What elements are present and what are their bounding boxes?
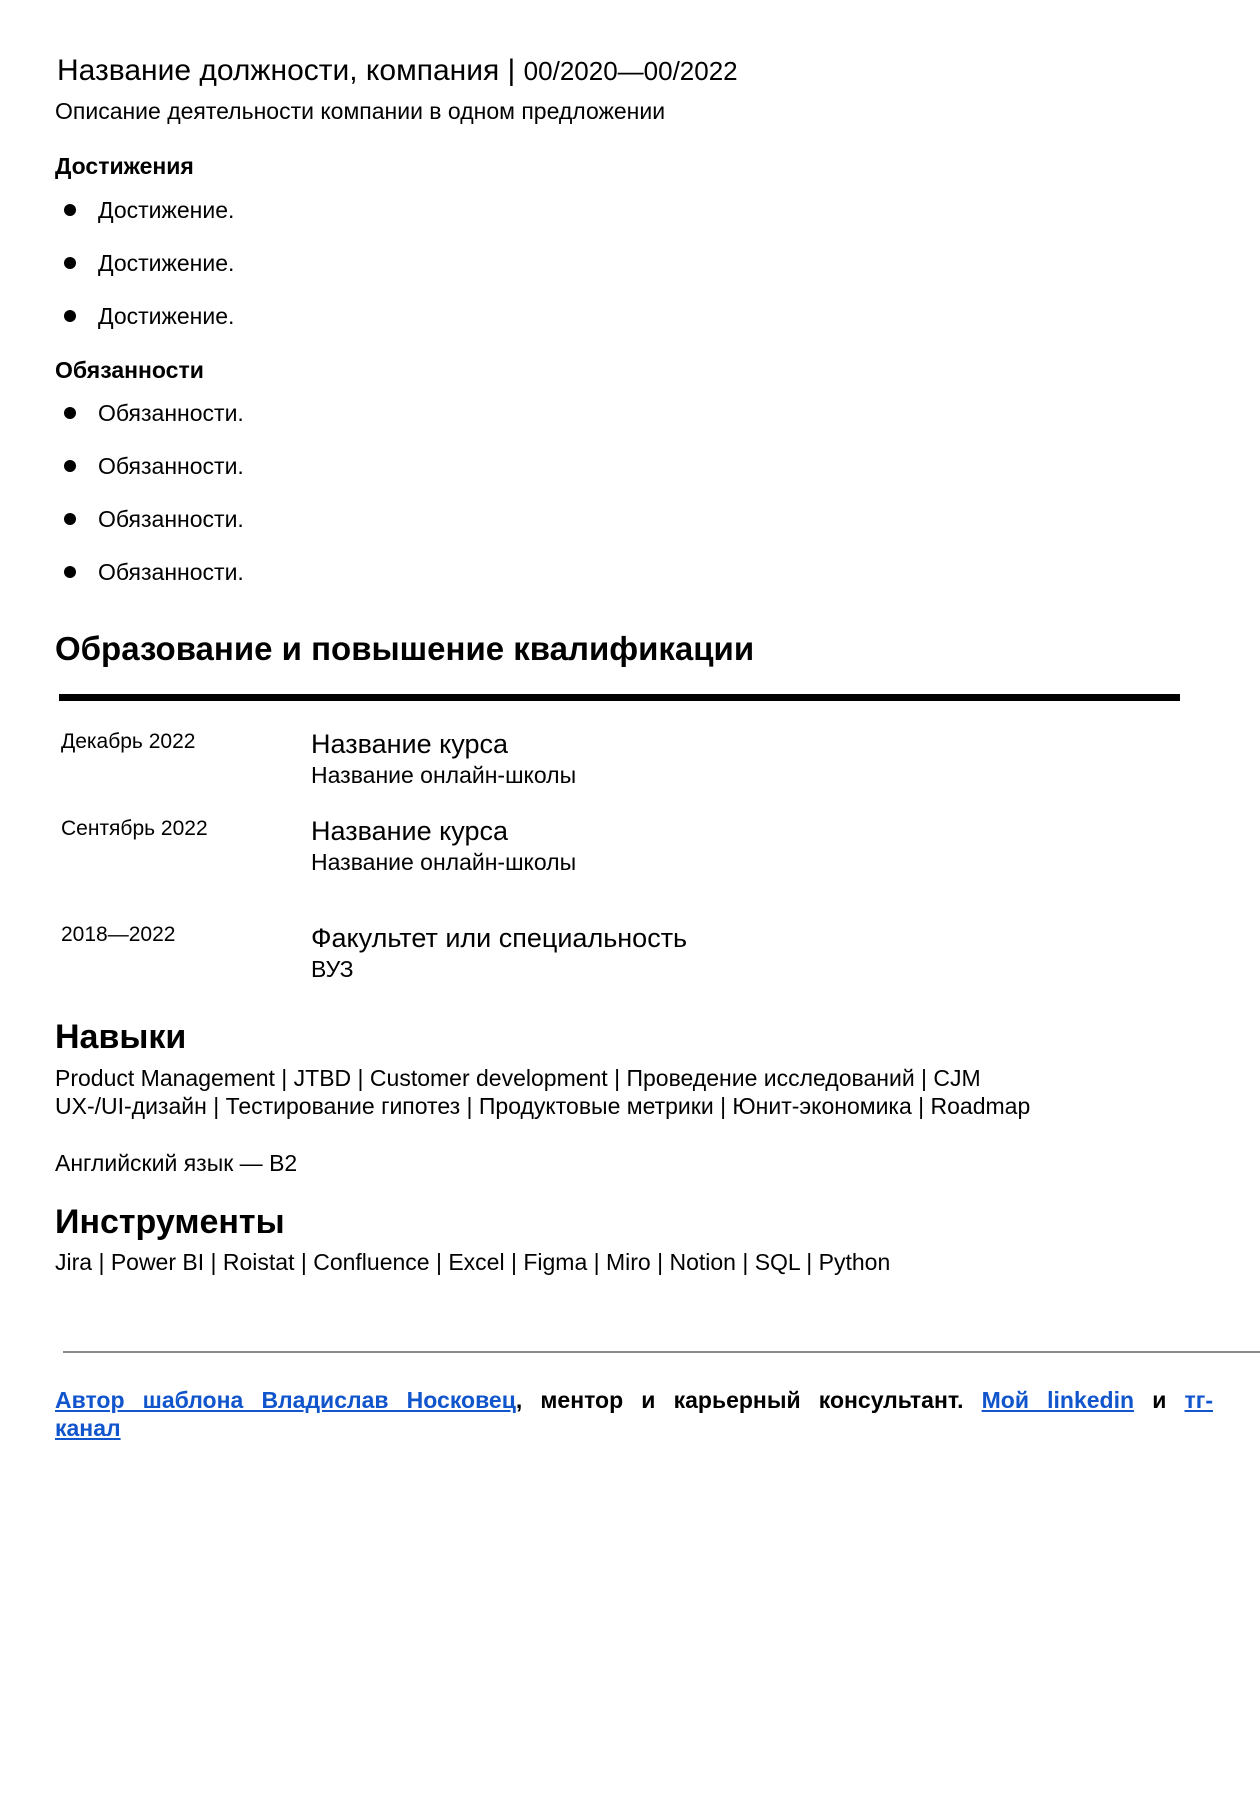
education-name: Факультет или специальность bbox=[311, 923, 688, 953]
education-org: ВУЗ bbox=[311, 956, 354, 982]
language-level: Английский язык — B2 bbox=[55, 1150, 298, 1176]
job-description: Описание деятельности компании в одном предложении bbox=[55, 98, 666, 124]
telegram-channel-link[interactable]: тг-канал bbox=[55, 1387, 1214, 1441]
bullet-icon bbox=[64, 407, 76, 419]
list-item: Обязанности. bbox=[64, 557, 244, 610]
tools-heading: Инструменты bbox=[55, 1203, 285, 1241]
education-date: Декабрь 2022 bbox=[61, 730, 196, 753]
footer-divider bbox=[63, 1351, 1260, 1353]
duties-list bbox=[64, 398, 244, 610]
bullet-icon bbox=[64, 257, 76, 269]
achievements-heading: Достижения bbox=[55, 153, 194, 179]
education-name: Название курса bbox=[311, 729, 509, 759]
skills-line: UX-/UI-дизайн | Тестирование гипотез | Продуктовые метрики | Юнит-экономика | Roadmap bbox=[55, 1093, 1031, 1119]
tools-line: Jira | Power BI | Roistat | Confluence | Excel | Figma | Miro | Notion | SQL | Python bbox=[55, 1249, 891, 1275]
footer-text-and: и bbox=[1134, 1387, 1185, 1413]
bullet-icon bbox=[64, 460, 76, 472]
list-item: Обязанности. bbox=[64, 451, 244, 504]
author-link[interactable]: Автор шаблона Владислав Носковец bbox=[55, 1387, 516, 1413]
list-item: Обязанности. bbox=[64, 504, 244, 557]
bullet-icon bbox=[64, 310, 76, 322]
list-item: Обязанности. bbox=[64, 398, 244, 451]
education-heading: Образование и повышение квалификации bbox=[55, 630, 755, 667]
education-date: 2018—2022 bbox=[61, 923, 176, 946]
achievements-list bbox=[64, 195, 234, 354]
education-org: Название онлайн-школы bbox=[311, 849, 577, 875]
bullet-icon bbox=[64, 204, 76, 216]
bullet-icon bbox=[64, 566, 76, 578]
list-item: Достижение. bbox=[64, 195, 234, 248]
job-dates: 00/2020—00/2022 bbox=[523, 56, 738, 86]
linkedin-link[interactable]: Мой linkedin bbox=[981, 1387, 1135, 1413]
list-item: Достижение. bbox=[64, 301, 234, 354]
education-name: Название курса bbox=[311, 816, 509, 846]
skills-heading: Навыки bbox=[55, 1018, 187, 1056]
bullet-icon bbox=[64, 513, 76, 525]
duties-heading: Обязанности bbox=[55, 357, 204, 383]
skills-line: Product Management | JTBD | Customer development | Проведение исследований | CJM bbox=[55, 1065, 981, 1091]
job-title: Название должности, компания | bbox=[57, 54, 516, 87]
footer-credits bbox=[55, 1386, 1213, 1442]
list-item: Достижение. bbox=[64, 248, 234, 301]
footer-text-middle: , ментор и карьерный консультант. bbox=[515, 1387, 982, 1413]
education-date: Сентябрь 2022 bbox=[61, 817, 208, 840]
education-org: Название онлайн-школы bbox=[311, 762, 577, 788]
section-divider bbox=[59, 694, 1180, 701]
job-header bbox=[57, 52, 738, 90]
